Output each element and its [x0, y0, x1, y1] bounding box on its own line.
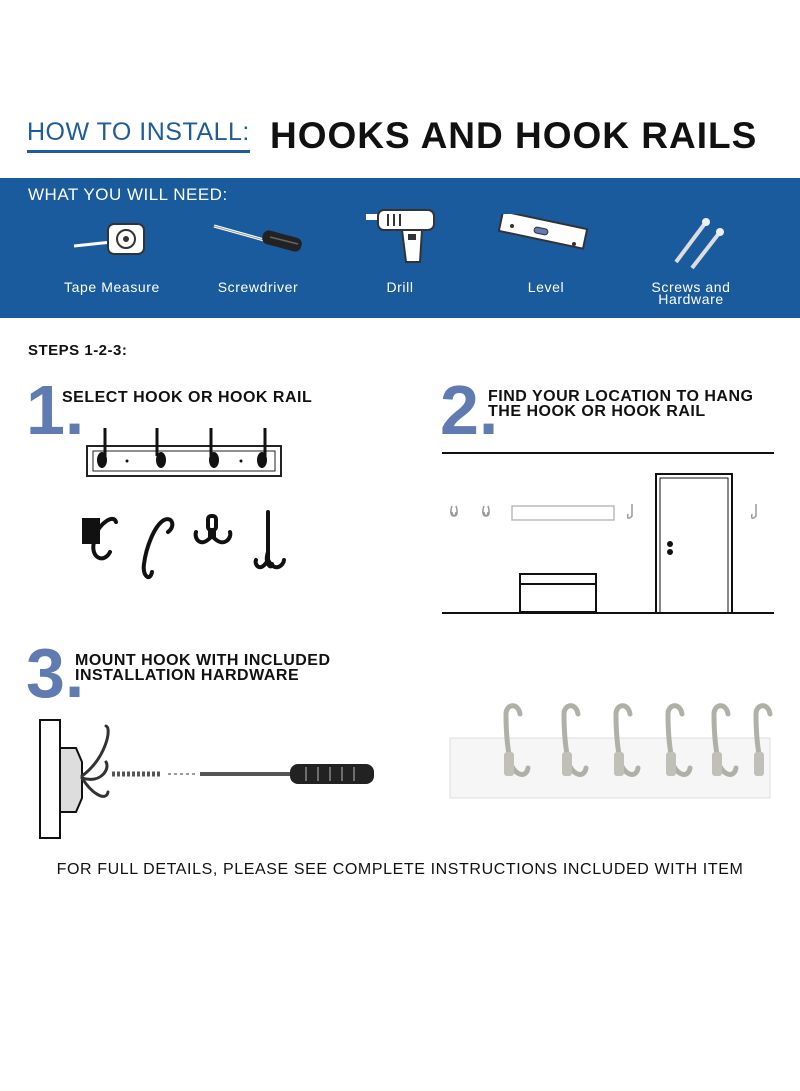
- step2-number: 2.: [440, 371, 499, 449]
- step1-number: 1.: [26, 371, 85, 449]
- tool-label-screws: [636, 281, 746, 305]
- tool-label-screws-line2: Hardware: [658, 291, 724, 307]
- tape-measure-icon: [72, 218, 152, 258]
- tool-label-drill: Drill: [386, 279, 414, 295]
- level-icon: [496, 214, 591, 258]
- tool-label-screwdriver: Screwdriver: [217, 279, 299, 295]
- footer-note: FOR FULL DETAILS, PLEASE SEE COMPLETE INSTRUCTIONS INCLUDED WITH ITEM: [56, 861, 744, 878]
- step3-mounting-illustration: [36, 718, 380, 842]
- step2-line1: FIND YOUR LOCATION TO HANG: [488, 388, 754, 405]
- screwdriver-icon: [212, 220, 307, 256]
- how-to-install-label: HOW TO INSTALL:: [27, 118, 250, 153]
- tool-label-screws-line1: Screws and: [651, 279, 731, 295]
- step1-single-hooks-illustration: [80, 508, 296, 588]
- step3-number: 3.: [26, 634, 85, 712]
- step3-text: [75, 653, 331, 683]
- page-title: HOOKS AND HOOK RAILS: [270, 115, 758, 156]
- step3-finished-rail-illustration: [448, 700, 774, 802]
- step1-hook-rail-illustration: [85, 424, 285, 482]
- step2-line2: THE HOOK OR HOOK RAIL: [488, 403, 706, 420]
- tools-band-title: WHAT YOU WILL NEED:: [28, 185, 228, 204]
- screws-icon: [670, 218, 724, 270]
- step2-text: [488, 389, 753, 419]
- drill-icon: [362, 206, 442, 264]
- step2-wall-scene-illustration: [440, 448, 776, 618]
- step1-text: SELECT HOOK OR HOOK RAIL: [62, 389, 313, 406]
- step3-line2: INSTALLATION HARDWARE: [75, 667, 300, 684]
- step3-line1: MOUNT HOOK WITH INCLUDED: [75, 652, 331, 669]
- steps-heading: STEPS 1-2-3:: [28, 342, 128, 359]
- tool-label-level: Level: [527, 279, 565, 295]
- tool-label-tape-measure: Tape Measure: [64, 279, 160, 295]
